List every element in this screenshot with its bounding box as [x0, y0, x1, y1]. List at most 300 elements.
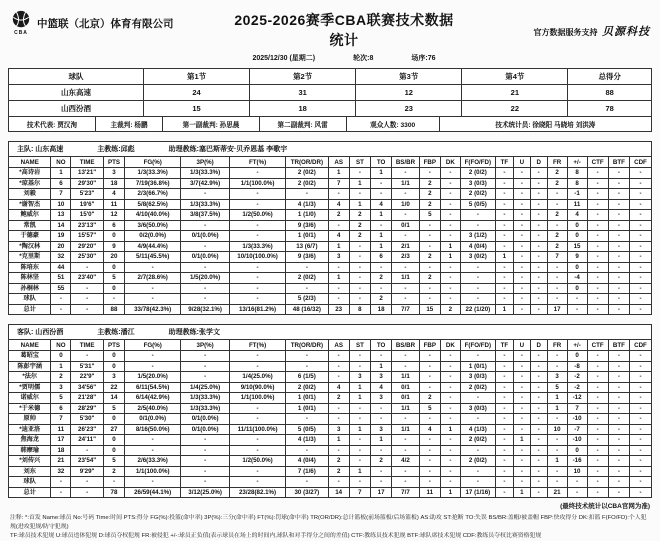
table-cell: - — [587, 372, 608, 383]
row-label-cell: 总计 — [9, 304, 51, 315]
table-cell: - — [513, 393, 530, 404]
home-section — [8, 141, 652, 315]
table-cell: 2/3(66.7%) — [125, 189, 181, 200]
table-cell: - — [629, 382, 651, 393]
table-cell: 5 (0/5) — [460, 199, 495, 210]
table-cell: - — [440, 210, 460, 221]
table-cell: 1 — [328, 435, 349, 446]
table-cell: - — [495, 435, 513, 446]
table-cell: - — [125, 445, 181, 456]
table-cell: - — [629, 231, 651, 242]
column-header: TO — [371, 157, 392, 168]
table-row — [9, 414, 652, 425]
table-cell: - — [629, 372, 651, 383]
table-cell: 0/1(0.0%) — [181, 252, 230, 263]
row-label-cell: *贾明儒 — [9, 382, 51, 393]
column-header: F(FO/FD) — [460, 157, 495, 168]
table-cell: 20 — [103, 252, 124, 263]
table-cell: - — [530, 393, 547, 404]
table-cell: - — [392, 435, 419, 446]
table-cell: 7 — [51, 189, 71, 200]
table-cell: 22 (1/20) — [460, 304, 495, 315]
table-cell: 0 — [567, 445, 587, 456]
table-cell: - — [460, 220, 495, 231]
table-cell: - — [392, 262, 419, 273]
away-team-label: 客队: 山西汾酒 — [17, 329, 64, 336]
table-cell: - — [587, 252, 608, 263]
table-cell: - — [371, 477, 392, 488]
table-cell: 5'30" — [71, 414, 103, 425]
table-cell: - — [547, 294, 567, 305]
table-cell: - — [229, 273, 285, 284]
table-cell: 21 — [462, 85, 568, 101]
column-header: DK — [440, 157, 460, 168]
table-cell: 2 — [328, 393, 349, 404]
column-header: 3P(%) — [181, 157, 230, 168]
table-cell: 6/11(54.5%) — [125, 382, 181, 393]
table-cell: 1 (0/1) — [460, 361, 495, 372]
table-row — [9, 445, 652, 456]
table-cell: 12 — [356, 85, 462, 101]
table-cell: - — [286, 283, 328, 294]
table-cell: -2 — [567, 372, 587, 383]
table-cell: - — [587, 283, 608, 294]
table-cell: 0/1(0.0%) — [181, 414, 230, 425]
table-cell: 9 (3/6) — [286, 252, 328, 263]
table-cell: 34'56" — [71, 382, 103, 393]
table-cell: - — [513, 294, 530, 305]
table-cell: - — [608, 361, 629, 372]
table-cell: 3 — [51, 382, 71, 393]
table-row — [9, 252, 652, 263]
table-cell: - — [513, 252, 530, 263]
table-cell: 7 — [547, 252, 567, 263]
column-header: D — [530, 340, 547, 351]
table-cell: 2 — [419, 252, 440, 263]
footnote-line-2: TF:球员技术犯规 U:球员违体犯规 D:球员夺权犯规 FR:被侵犯 +/-:球员正负值(表示球员在场上的时间内,球队和对手得分之间的差值) CTF:教练员技术犯规 BTF:球队席技术犯规 CDF:教练员夺权比赛资格犯规 — [10, 533, 542, 540]
row-label-cell: 焦海龙 — [9, 435, 51, 446]
table-cell: - — [440, 456, 460, 467]
table-cell: - — [371, 262, 392, 273]
table-cell: 2 — [419, 199, 440, 210]
table-cell: - — [513, 241, 530, 252]
column-header: FT(%) — [229, 340, 285, 351]
table-cell: 21 — [51, 456, 71, 467]
table-cell: 3 — [371, 393, 392, 404]
table-cell: 5 — [419, 403, 440, 414]
table-cell: - — [328, 220, 349, 231]
table-cell: 3 — [328, 424, 349, 435]
table-cell: - — [103, 294, 124, 305]
table-cell: 2 — [51, 372, 71, 383]
table-cell: 1/3(33.3%) — [181, 403, 230, 414]
table-cell: 1 (1/0) — [286, 210, 328, 221]
table-cell: - — [629, 210, 651, 221]
table-cell: - — [629, 351, 651, 362]
table-cell: - — [495, 372, 513, 383]
table-cell: - — [440, 273, 460, 284]
table-cell: 1/5(20.0%) — [181, 273, 230, 284]
table-cell: 7/19(36.8%) — [125, 178, 181, 189]
table-cell: 78 — [568, 101, 652, 117]
table-cell: - — [513, 351, 530, 362]
table-cell: 23'13" — [71, 220, 103, 231]
table-cell: 18 — [51, 445, 71, 456]
table-cell: - — [587, 168, 608, 179]
table-cell: 3/12(25.0%) — [181, 487, 230, 498]
table-cell: - — [530, 273, 547, 284]
table-cell: 4 — [328, 231, 349, 242]
table-cell: 5 (2/3) — [286, 294, 328, 305]
table-cell: - — [530, 487, 547, 498]
table-cell: - — [530, 477, 547, 488]
table-row — [9, 435, 652, 446]
table-cell: 2 — [419, 273, 440, 284]
row-label-cell: *克里斯 — [9, 252, 51, 263]
table-cell: 9 — [567, 252, 587, 263]
table-cell: 2 — [103, 466, 124, 477]
table-cell: - — [286, 361, 328, 372]
table-cell: - — [547, 220, 567, 231]
table-cell: - — [460, 294, 495, 305]
table-cell: 2 (0/2) — [286, 273, 328, 284]
table-cell: - — [392, 231, 419, 242]
table-cell: - — [587, 445, 608, 456]
table-cell: 7 — [328, 178, 349, 189]
table-cell: 2/6(33.3%) — [125, 456, 181, 467]
header-center — [228, 10, 460, 63]
column-header: FBP — [419, 340, 440, 351]
table-cell: 26/59(44.1%) — [125, 487, 181, 498]
row-label-cell: *刘传兴 — [9, 456, 51, 467]
table-cell: - — [530, 283, 547, 294]
table-cell: - — [513, 220, 530, 231]
table-row — [9, 403, 652, 414]
table-row — [9, 199, 652, 210]
table-cell: 4 (0/4) — [286, 456, 328, 467]
column-header: TR(OR/DR) — [286, 340, 328, 351]
table-cell: - — [286, 262, 328, 273]
table-cell: - — [349, 435, 370, 446]
table-cell: 14 — [51, 220, 71, 231]
table-cell: - — [547, 445, 567, 456]
table-cell: - — [587, 487, 608, 498]
table-cell: 1 — [328, 168, 349, 179]
table-cell: 1/3(33.3%) — [229, 241, 285, 252]
table-cell: - — [608, 424, 629, 435]
table-cell: - — [181, 435, 230, 446]
column-header: AS — [328, 340, 349, 351]
table-cell: - — [440, 445, 460, 456]
table-cell: - — [608, 273, 629, 284]
table-cell: 主裁判: 杨鹏 — [95, 117, 163, 132]
cba-logo-text: CBA — [14, 30, 28, 36]
table-cell: 3 (0/3) — [460, 178, 495, 189]
table-cell: 5 (0/5) — [286, 424, 328, 435]
table-cell: 28'29" — [71, 403, 103, 414]
away-stats-table — [8, 339, 652, 498]
table-cell: - — [328, 294, 349, 305]
table-cell: 7 — [567, 403, 587, 414]
table-cell: - — [181, 456, 230, 467]
table-cell: - — [460, 273, 495, 284]
table-cell: 15 — [144, 101, 250, 117]
table-cell: - — [419, 220, 440, 231]
table-cell: 1/1(100.0%) — [229, 393, 285, 404]
table-cell: - — [608, 178, 629, 189]
table-cell: - — [460, 466, 495, 477]
table-cell: 7/7 — [392, 304, 419, 315]
table-row — [9, 262, 652, 273]
table-cell: - — [513, 361, 530, 372]
row-label-cell: *法尔 — [9, 372, 51, 383]
table-cell: - — [495, 361, 513, 372]
table-cell: - — [608, 466, 629, 477]
table-cell: - — [530, 382, 547, 393]
table-cell: - — [371, 403, 392, 414]
table-cell: - — [371, 189, 392, 200]
column-header: TF — [495, 340, 513, 351]
row-label-cell: *琼基尔 — [9, 178, 51, 189]
table-cell: - — [181, 241, 230, 252]
table-cell: - — [530, 210, 547, 221]
table-row — [9, 382, 652, 393]
row-label-cell: *于米德 — [9, 403, 51, 414]
table-cell: - — [547, 199, 567, 210]
table-cell: 1 — [513, 487, 530, 498]
table-cell: 6/14(42.9%) — [125, 393, 181, 404]
table-cell: 32 — [51, 252, 71, 263]
table-cell: 1/3(33.3%) — [181, 168, 230, 179]
table-cell: - — [547, 283, 567, 294]
officials-bar — [8, 116, 652, 132]
table-cell: 1/2(50.0%) — [229, 210, 285, 221]
table-cell: - — [608, 351, 629, 362]
table-cell: 13/16(81.2%) — [229, 304, 285, 315]
table-cell: 31 — [250, 85, 356, 101]
table-cell: - — [440, 351, 460, 362]
table-cell: 0 — [567, 231, 587, 242]
table-cell: 4 — [328, 199, 349, 210]
table-cell: - — [629, 466, 651, 477]
table-cell: - — [495, 403, 513, 414]
table-cell: - — [371, 414, 392, 425]
table-cell: - — [286, 189, 328, 200]
table-cell: - — [392, 466, 419, 477]
table-cell: - — [587, 424, 608, 435]
table-cell: 0 — [567, 220, 587, 231]
table-cell: 22'9" — [71, 372, 103, 383]
table-cell: 18 — [371, 304, 392, 315]
column-header: TO — [371, 340, 392, 351]
table-cell: - — [629, 487, 651, 498]
cba-logo-icon — [10, 10, 32, 36]
table-cell: 1 — [371, 435, 392, 446]
column-header: CTF — [587, 157, 608, 168]
table-cell: 2 — [547, 168, 567, 179]
home-stats-table — [8, 156, 652, 315]
column-header: AS — [328, 157, 349, 168]
table-cell: 2 — [547, 241, 567, 252]
table-cell: 7/7 — [392, 487, 419, 498]
table-cell: - — [181, 477, 230, 488]
table-cell: - — [587, 382, 608, 393]
home-coach: 主教练:邱彪 — [97, 146, 135, 153]
table-cell: 10 — [547, 424, 567, 435]
table-cell: 5 — [103, 403, 124, 414]
table-cell: - — [513, 231, 530, 242]
table-cell: 2 (0/2) — [286, 382, 328, 393]
table-row — [9, 283, 652, 294]
table-row — [9, 351, 652, 362]
table-cell: 15'0" — [71, 210, 103, 221]
table-cell: - — [608, 168, 629, 179]
table-cell: 3 — [328, 252, 349, 263]
row-label-cell: 技术代表: 贾汉洵 — [9, 117, 96, 132]
table-cell: 19 — [51, 231, 71, 242]
table-cell: - — [286, 445, 328, 456]
table-cell: 2 (0/2) — [286, 178, 328, 189]
table-cell: - — [392, 351, 419, 362]
table-cell: - — [371, 445, 392, 456]
table-cell: 0/1 — [392, 393, 419, 404]
table-cell: - — [513, 189, 530, 200]
column-header: 第2节 — [250, 69, 356, 85]
row-label-cell: 山东高速 — [9, 85, 144, 101]
table-cell: - — [629, 178, 651, 189]
table-cell: - — [440, 294, 460, 305]
table-cell: - — [513, 178, 530, 189]
table-cell: 2 — [328, 456, 349, 467]
table-cell: 4 (0/4) — [460, 241, 495, 252]
table-cell: - — [495, 283, 513, 294]
table-cell: 1 — [371, 241, 392, 252]
column-header: 总得分 — [568, 69, 652, 85]
table-cell: - — [440, 283, 460, 294]
table-cell: - — [419, 361, 440, 372]
table-cell: - — [587, 456, 608, 467]
table-cell: - — [419, 435, 440, 446]
table-cell: - — [392, 189, 419, 200]
table-cell: 4 — [371, 382, 392, 393]
table-cell: 2 — [349, 210, 370, 221]
table-cell: - — [440, 220, 460, 231]
table-cell: 12 — [103, 210, 124, 221]
column-header: D — [530, 157, 547, 168]
table-cell: - — [513, 477, 530, 488]
table-cell: 51 — [51, 273, 71, 284]
table-cell: 0 — [103, 262, 124, 273]
table-cell: - — [629, 241, 651, 252]
table-cell: 2 — [547, 231, 567, 242]
table-cell: 1 — [328, 273, 349, 284]
table-cell: - — [587, 393, 608, 404]
table-cell: - — [587, 403, 608, 414]
table-cell: - — [547, 351, 567, 362]
table-cell: - — [440, 178, 460, 189]
table-cell: - — [530, 424, 547, 435]
table-cell: - — [629, 273, 651, 284]
table-cell: - — [495, 231, 513, 242]
table-cell: 2 — [371, 456, 392, 467]
table-cell: - — [392, 445, 419, 456]
column-header: NAME — [9, 157, 51, 168]
table-cell: - — [587, 262, 608, 273]
table-cell: - — [608, 456, 629, 467]
table-cell: 13'21" — [71, 168, 103, 179]
table-cell: - — [495, 393, 513, 404]
table-cell: 1 — [51, 361, 71, 372]
table-cell: - — [419, 382, 440, 393]
table-cell: 33/78(42.3%) — [125, 304, 181, 315]
table-cell: - — [71, 351, 103, 362]
table-cell: - — [567, 477, 587, 488]
table-cell: 15 — [567, 241, 587, 252]
table-cell: 3/8(37.5%) — [181, 210, 230, 221]
table-cell: - — [587, 189, 608, 200]
row-label-cell: *陶汉林 — [9, 241, 51, 252]
table-cell: - — [495, 466, 513, 477]
row-label-cell: 原帅 — [9, 414, 51, 425]
table-cell: 1 — [440, 252, 460, 263]
table-cell: - — [328, 445, 349, 456]
table-cell: 18 — [250, 101, 356, 117]
table-cell: -1 — [567, 189, 587, 200]
table-cell: - — [71, 283, 103, 294]
table-cell: - — [349, 351, 370, 362]
table-cell: 1 — [371, 210, 392, 221]
table-cell: -7 — [567, 424, 587, 435]
table-cell: 44 — [51, 262, 71, 273]
table-cell: 18 — [103, 178, 124, 189]
table-cell: 1 — [349, 382, 370, 393]
column-header: +/- — [567, 157, 587, 168]
footnote-line-1: 注释: *:首发 Name:球员 No:号码 Time:时间 PTS:得分 FG(%):投篮(命中率) 3P(%):三分(命中率) FT(%):罚球(命中率) TR(OR/DR):总计篮板(前场篮板/后场篮板) AS:助攻 ST:抢断 TO:失误 BS/BR:盖帽/被盖帽 FBP:快攻得分 DK:扣篮 F(FO/FD):个人犯规(进攻犯规/防守犯规) — [10, 515, 647, 531]
table-cell: 11 — [103, 199, 124, 210]
table-cell: 1 — [349, 178, 370, 189]
table-cell: - — [328, 403, 349, 414]
table-cell: 3 (0/3) — [460, 372, 495, 383]
column-header: NO — [51, 157, 71, 168]
column-header: FG(%) — [125, 157, 181, 168]
table-cell: - — [629, 393, 651, 404]
table-cell: - — [51, 304, 71, 315]
table-cell: - — [629, 168, 651, 179]
table-cell: - — [513, 445, 530, 456]
table-cell: - — [51, 477, 71, 488]
table-cell: - — [181, 294, 230, 305]
column-header: ST — [349, 340, 370, 351]
table-cell: - — [587, 273, 608, 284]
table-cell: - — [460, 477, 495, 488]
table-cell: - — [495, 414, 513, 425]
column-header: ST — [349, 157, 370, 168]
table-cell: 1 — [349, 466, 370, 477]
column-header: NAME — [9, 340, 51, 351]
table-cell: - — [349, 414, 370, 425]
table-cell: 技术统计员: 徐晓阳 马晓培 刘洪涛 — [439, 117, 651, 132]
table-cell: 9 — [103, 241, 124, 252]
home-assistants: 助理教练:塞巴斯蒂安·贝乔恩基 李歌宇 — [168, 146, 288, 153]
table-cell: - — [587, 210, 608, 221]
table-cell: - — [608, 382, 629, 393]
table-cell: -4 — [567, 273, 587, 284]
table-cell: - — [495, 487, 513, 498]
table-cell: - — [629, 435, 651, 446]
table-cell: - — [229, 220, 285, 231]
table-cell: 19'6" — [71, 199, 103, 210]
table-cell: - — [547, 477, 567, 488]
